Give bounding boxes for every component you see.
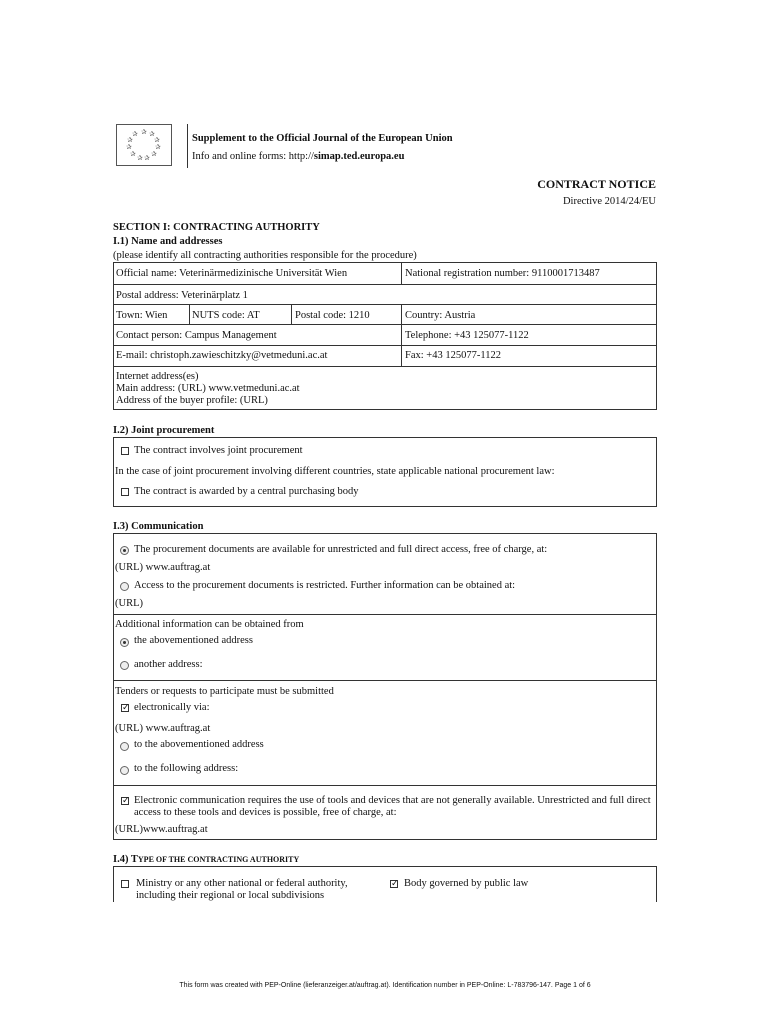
i4-title [113, 854, 299, 866]
electronic-comm-checkbox[interactable]: ✓ [122, 796, 130, 806]
info-prefix: Info and online forms: http:// [192, 151, 314, 162]
tenders-label: Tenders or requests to participate must be submitted [115, 686, 334, 697]
eu-stars-icon [117, 125, 171, 165]
to-above-address-radio[interactable] [120, 742, 129, 751]
nuts-code: NUTS code: AT [192, 310, 260, 321]
central-purchasing-label: The contract is awarded by a central purchasing body [134, 486, 359, 497]
to-above-address-label: to the abovementioned address [134, 739, 264, 750]
electronic-comm-line1: Electronic communication requires the use of tools and devices that are not generally available. Unrestricted and full direct [134, 795, 651, 806]
i4-title-rest: YPE OF THE CONTRACTING AUTHORITY [137, 855, 300, 864]
i1-row-line [113, 304, 657, 305]
contact-person: Contact person: Campus Management [116, 330, 277, 341]
telephone: Telephone: +43 125077-1122 [405, 330, 529, 341]
central-purchasing-checkbox[interactable] [121, 488, 129, 496]
i1-row-line [113, 284, 657, 285]
additional-info-label: Additional information can be obtained from [115, 619, 304, 630]
electronically-checkbox[interactable]: ✓ [122, 703, 130, 713]
i1-note: (please identify all contracting authorities responsible for the procedure) [113, 250, 417, 261]
internet-title: Internet address(es) [116, 371, 199, 382]
svg-text:✰: ✰ [151, 150, 157, 158]
i2-title: I.2) Joint procurement [113, 425, 215, 436]
body-public-law-checkbox[interactable]: ✓ [391, 879, 399, 889]
ministry-label-line1: Ministry or any other national or federal authority, [136, 878, 348, 889]
above-address-radio[interactable] [120, 638, 129, 647]
ministry-label-line2: including their regional or local subdivisions [136, 890, 325, 901]
procurement-law-text: In the case of joint procurement involving different countries, state applicable national procurement law: [115, 466, 555, 477]
svg-text:✰: ✰ [127, 136, 133, 144]
i3-divider [113, 680, 657, 681]
i1-title: I.1) Name and addresses [113, 236, 223, 247]
official-name: Official name: Veterinärmedizinische Universität Wien [116, 268, 348, 279]
svg-text:✰: ✰ [155, 143, 161, 151]
i1-col-line [189, 304, 190, 325]
i1-row-line [113, 345, 657, 346]
docs-restricted-radio[interactable] [120, 582, 129, 591]
i1-row-line [113, 324, 657, 325]
info-site-link[interactable]: simap.ted.europa.eu [313, 151, 405, 162]
email[interactable]: E-mail: christoph.zawieschitzky@vetmeduni.ac.at [116, 350, 328, 361]
body-public-law-label: Body governed by public law [404, 878, 529, 889]
svg-text:✰: ✰ [144, 154, 150, 162]
fax: Fax: +43 125077-1122 [405, 350, 501, 361]
svg-text:✰: ✰ [137, 154, 143, 162]
docs-restricted-label: Access to the procurement documents is restricted. Further information can be obtained at: [134, 580, 516, 591]
info-line [192, 151, 404, 163]
i1-col-line [291, 304, 292, 325]
to-following-address-label: to the following address: [134, 763, 239, 774]
svg-text:✰: ✰ [154, 136, 160, 144]
svg-text:✰: ✰ [130, 150, 136, 158]
section-title: SECTION I: CONTRACTING AUTHORITY [113, 222, 320, 233]
i3-divider [113, 785, 657, 786]
url-docs[interactable]: (URL) www.auftrag.at [115, 562, 211, 573]
journal-title: Supplement to the Official Journal of the European Union [192, 133, 453, 144]
svg-text:✰: ✰ [132, 130, 138, 138]
main-address[interactable]: Main address: (URL) www.vetmeduni.ac.at [116, 383, 300, 394]
town: Town: Wien [116, 310, 168, 321]
svg-text:✰: ✰ [126, 143, 132, 151]
url-tools[interactable]: (URL)www.auftrag.at [115, 824, 208, 835]
eu-flag-logo [116, 124, 172, 166]
url-restricted: (URL) [115, 598, 143, 609]
electronically-label: electronically via: [134, 702, 210, 713]
electronic-comm-line2: access to these tools and devices is possible, free of charge, at: [134, 807, 397, 818]
i4-title-prefix: I.4) T [113, 854, 138, 865]
url-submission[interactable]: (URL) www.auftrag.at [115, 723, 211, 734]
postal-code: Postal code: 1210 [295, 310, 370, 321]
docs-free-label: The procurement documents are available for unrestricted and full direct access, free of charge, at: [134, 544, 548, 555]
buyer-profile: Address of the buyer profile: (URL) [116, 395, 268, 406]
to-following-address-radio[interactable] [120, 766, 129, 775]
i1-col-line [401, 262, 402, 285]
svg-text:✰: ✰ [141, 128, 147, 136]
ministry-checkbox[interactable] [121, 880, 129, 888]
i3-title: I.3) Communication [113, 521, 204, 532]
directive: Directive 2014/24/EU [562, 196, 656, 207]
joint-procurement-label: The contract involves joint procurement [134, 445, 303, 456]
national-registration: National registration number: 9110001713487 [405, 268, 600, 279]
i1-row-line [113, 366, 657, 367]
postal-address: Postal address: Veterinärplatz 1 [116, 290, 248, 301]
logo-divider [187, 124, 188, 168]
joint-procurement-checkbox[interactable] [121, 447, 129, 455]
above-address-label: the abovementioned address [134, 635, 253, 646]
notice-title: CONTRACT NOTICE [537, 177, 656, 191]
country: Country: Austria [405, 310, 476, 321]
svg-text:✰: ✰ [149, 130, 155, 138]
another-address-label: another address: [134, 659, 203, 670]
i1-col-line [401, 304, 402, 366]
page-footer: This form was created with PEP-Online (lieferanzeiger.at/auftrag.at). Identification number in PEP-Online: L-783796-147. Page 1 of 6 [179, 982, 591, 989]
another-address-radio[interactable] [120, 661, 129, 670]
docs-free-radio[interactable] [120, 546, 129, 555]
i3-divider [113, 614, 657, 615]
